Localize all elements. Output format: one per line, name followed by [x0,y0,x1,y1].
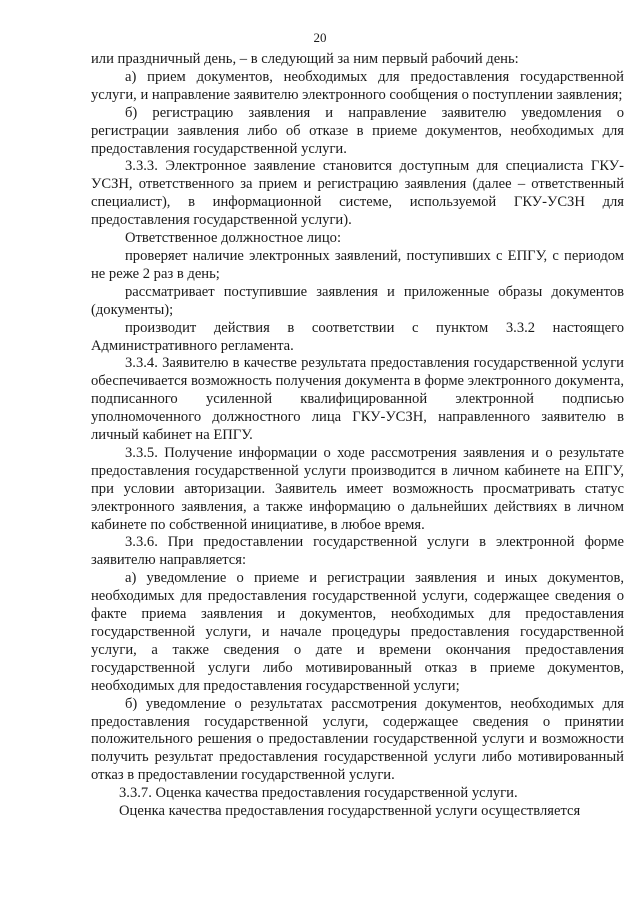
paragraph-item-a: а) прием документов, необходимых для предоставления государственной услуги, и направление заявителю электронного сообщения о поступлении заявления; [91,68,624,103]
document-body [91,51,624,821]
paragraph-notification-b: б) уведомление о результатах рассмотрения документов, необходимых для предоставления государственной услуги, содержащее сведения о принятии положительного решения о предоставлении государственной услуги и возможности получить результат предоставления государственной услуги либо мотивированный отказ в предоставлении государственной услуги. [91,695,624,784]
paragraph-continuation: или праздничный день, – в следующий за ним первый рабочий день: [91,51,519,67]
paragraph-checks-applications: проверяет наличие электронных заявлений, поступивших с ЕПГУ, с периодом не реже 2 раз в день; [91,247,624,282]
paragraph-quality-assessment: Оценка качества предоставления государственной услуги осуществляется [119,803,581,820]
paragraph-item-b: б) регистрацию заявления и направление заявителю уведомления о регистрации заявления либо об отказе в приеме документов, необходимых для предоставления государственной услуги. [91,104,624,157]
paragraph-3-3-4: 3.3.4. Заявителю в качестве результата предоставления государственной услуги обеспечивается возможность получения документа в форме электронного документа, подписанного усиленной квалифицированной электронной подписью уполномоченного должностного лица ГКУ-УСЗН, направленного заявителю в личный кабинет на ЕПГУ. [91,355,624,444]
paragraph-notification-a: а) уведомление о приеме и регистрации заявления и иных документов, необходимых для предоставления государственной услуги, содержащее сведения о факте приема заявления и документов, необходимых для предоставления государственной услуги, и начале процедуры предоставления государственной услуги, а также сведения о дате и времени окончания предоставления государственной услуги либо мотивированный отказ в приеме документов, необходимых для предоставления государственной услуги; [91,570,624,694]
paragraph-responsible-official: Ответственное должностное лицо: [125,230,341,247]
paragraph-performs-actions: производит действия в соответствии с пунктом 3.3.2 настоящего Административного регламента. [91,319,624,354]
paragraph-reviews-applications: рассматривает поступившие заявления и приложенные образы документов (документы); [91,283,624,318]
page-number: 20 [313,30,327,45]
paragraph-3-3-6: 3.3.6. При предоставлении государственной услуги в электронной форме заявителю направляется: [91,534,624,569]
paragraph-3-3-3: 3.3.3. Электронное заявление становится доступным для специалиста ГКУ-УСЗН, ответственного за прием и регистрацию заявления (далее – ответственный специалист), в информационной системе, используемой ГКУ-УСЗН для предоставления государственной услуги). [91,158,624,229]
paragraph-3-3-5: 3.3.5. Получение информации о ходе рассмотрения заявления и о результате предоставления государственной услуги производится в личном кабинете на ЕПГУ, при условии авторизации. Заявитель имеет возможность просматривать статус электронного заявления, а также информацию о дальнейших действиях в личном кабинете по собственной инициативе, в любое время. [91,444,624,533]
paragraph-3-3-7: 3.3.7. Оценка качества предоставления государственной услуги. [119,785,518,802]
